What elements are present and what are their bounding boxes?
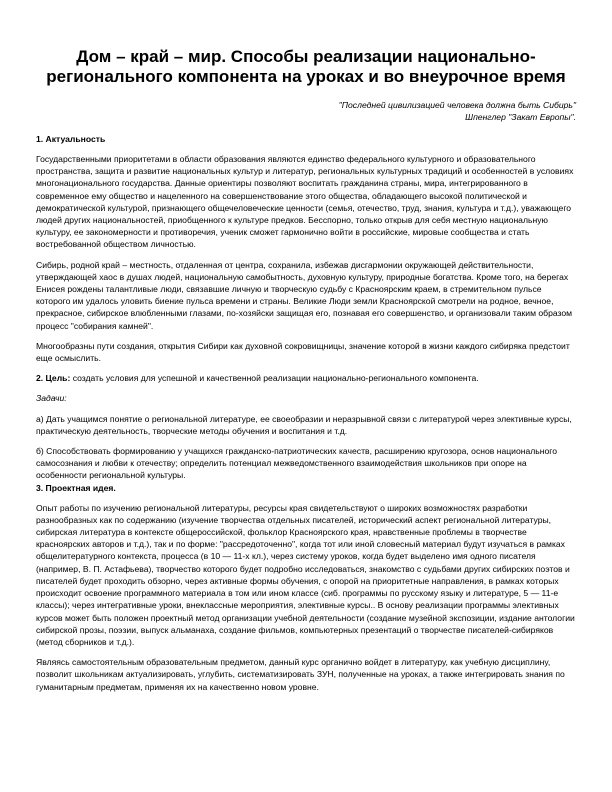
task-b: б) Способствовать формированию у учащихся гражданско-патриотических качеств, расширению кругозора, основ национального самосознания и любви к отечеству; определить потенциал межведомственного взаимодействия школьников при опоре на особенности региональной культуры. <box>36 446 558 481</box>
section-1-paragraph-2: Сибирь, родной край – местность, отдаленная от центра, сохранила, избежав дисгармонии окружающей действительности, утверждающей хаос в душах людей, национальную самобытность, духовную культуру, природные богатства. Кроме того, на берегах Енисея рождены талантливые люди, связавшие личную и творческую судьбу с Красноярским краем, в стремительном пульсе которого им удалось уловить биение пульса времени и страны. Великие Люди земли Красноярской смотрели на родное, вечное, прекрасное, сибирское влюбленными глазами, по-хозяйски защищая его, познавая его совершенство, и организовали таким образом процесс "собирания камней". <box>36 259 573 331</box>
epigraph-quote: "Последней цивилизацией человека должна быть Сибирь" <box>338 100 576 110</box>
task-a: а) Дать учащимся понятие о региональной литературе, ее своеобразии и неразрывной связи с литературой через элективные курсы, практическую деятельность, творческие методы обучения и воспитания и т.д. <box>36 413 572 436</box>
goal-label: 2. Цель: <box>36 373 71 384</box>
section-1-paragraph-3: Многообразны пути создания, открытия Сибири как духовной сокровищницы, значение которой в жизни каждого сибиряка предстоит еще осмыслить. <box>36 340 570 364</box>
document-title: Дом – край – мир. Способы реализации национально-регионального компонента на уроках и во внеурочное время <box>46 47 566 86</box>
section-1-heading: 1. Актуальность <box>36 134 106 144</box>
section-3-paragraph-2: Являясь самостоятельным образовательным предметом, данный курс органично войдет в литературу, как учебную дисциплину, позволит школьникам актуализировать, углубить, систематизировать ЗУН, полученные на уроках, а также интегрировать знания по гуманитарным предметам, применяя их на качественно новом уровне. <box>36 657 565 692</box>
epigraph-attribution: Шпенглер "Закат Европы". <box>465 112 576 122</box>
tasks-label: Задачи: <box>36 393 67 404</box>
section-3-heading: 3. Проектная идея. <box>36 482 116 493</box>
section-1-paragraph-1: Государственными приоритетами в области образования являются единство федерального культурного и образовательного пространства, защита и развитие национальных культур и литератур, региональных культурных традиций и особенностей в условиях многонационального государства. Данные ориентиры позволяют воспитать гражданина страны, мира, интегрированного в современное ему общество и нацеленного на совершенствование этого общества, обладающего высокой политической и демократической культурой, признающего общечеловеческие ценности (семья, отечество, труд, знания, культура и т.д.), уважающего людей других национальностей, приобщенного к культуре предков. Бесспорно, только открыв для себя местную национальную культуру, ее закономерности и противоречия, ученик сможет гармонично войти в российские, мировые сообщества и стать востребованной обществом личностью. <box>36 154 574 250</box>
section-2-goal <box>36 372 576 384</box>
epigraph <box>36 99 576 123</box>
goal-text: создать условия для успешной и качественной реализации национально-регионального компонента. <box>70 373 479 384</box>
section-3-paragraph-1: Опыт работы по изучению региональной литературы, ресурсы края свидетельствуют о широких возможностях разработки разнообразных как по содержанию (изучение творчества отдельных писателей, исторический аспект региональной литературы, сибирская литература в контексте общероссийской, фольклор Красноярского края, нравственные проблемы в творчестве красноярских авторов и т.д.), так и по форме: "рассредоточенно", когда тот или иной словесный материал будут изучаться в рамках общелитературного контекста, процесса (в 10 — 11-х кл.), через систему уроков, когда будет выделено имя одного писателя (например, В. П. Астафьева), творчество которого будет подробно исследоваться, знакомство с судьбами других сибирских поэтов и писателей будет проходить обзорно, через активные формы обучения, с опорой на приоритетные направления, в рамках которых происходит освоение программного материала в том или ином классе (сиб. программы по русскому языку и литературе, 5 — 11-е классы); через интегративные уроки, внеклассные мероприятия, элективные курсы.. В основу реализации программы элективных курсов может быть положен проектный метод организации учебной деятельности (создание музейной экспозиции, издание антологии сибирской прозы, поэзии, выпуск альманаха, создание фильмов, компьютерных презентаций о творчестве писателей-сибиряков (метод сборников и т.д.). <box>36 502 575 647</box>
